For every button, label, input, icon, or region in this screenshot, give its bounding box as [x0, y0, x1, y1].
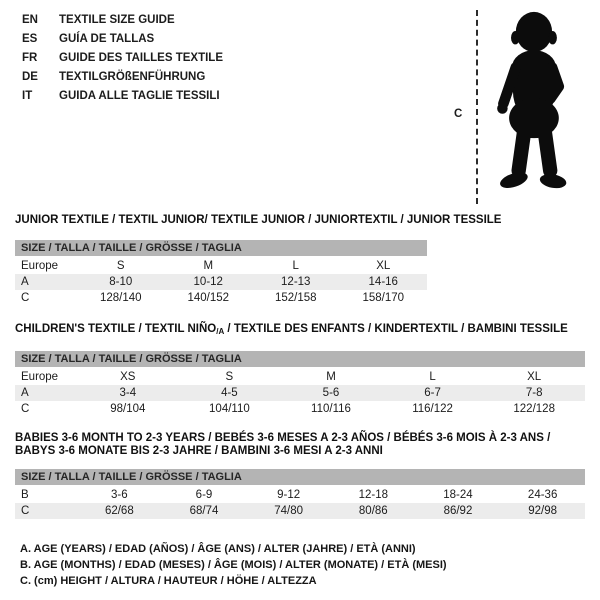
language-row-es	[22, 30, 223, 49]
size-cell: 86/92	[416, 503, 501, 519]
junior-size-table	[15, 240, 427, 306]
size-header-row	[15, 469, 585, 486]
size-cell: 10-12	[165, 274, 253, 290]
size-cell: 5-6	[280, 385, 382, 401]
size-cell: 24-36	[527, 489, 558, 501]
row-label: C	[21, 292, 30, 304]
size-cell: 122/128	[513, 403, 555, 415]
size-cell: 8-10	[77, 274, 165, 290]
size-cell: XL	[527, 371, 542, 383]
header-section	[0, 0, 600, 205]
children-section	[15, 323, 585, 417]
size-cell: 68/74	[162, 503, 247, 519]
row-label: C	[15, 503, 77, 519]
row-label: Europe	[21, 371, 59, 383]
language-row-it	[22, 87, 223, 106]
height-measure-line	[476, 10, 478, 204]
row-label: A	[15, 385, 77, 401]
table-row-age	[15, 274, 427, 290]
table-row-europe	[15, 257, 427, 274]
size-cell: 74/80	[246, 503, 331, 519]
row-label: A	[15, 274, 77, 290]
legend-age-years: A. AGE (YEARS) / EDAD (AÑOS) / ÂGE (ANS) / ALTER (JAHRE) / ETÀ (ANNI)	[20, 543, 416, 555]
baby-silhouette-image	[484, 10, 582, 206]
row-label: C	[21, 403, 30, 415]
size-cell: 4-5	[179, 385, 281, 401]
size-cell: L	[429, 371, 436, 383]
table-row-height	[15, 290, 427, 306]
size-cell: XL	[376, 260, 391, 272]
size-cell: 128/140	[99, 292, 142, 304]
height-measure-label: C	[454, 108, 463, 120]
language-code: DE	[22, 71, 38, 83]
size-cell: 3-4	[77, 385, 179, 401]
legend	[20, 541, 585, 589]
guide-title-it: GUIDA ALLE TAGLIE TESSILI	[59, 90, 220, 102]
children-section-title	[15, 323, 585, 338]
language-title-list	[22, 11, 223, 106]
size-cell: 62/68	[77, 503, 162, 519]
language-row-de	[22, 68, 223, 87]
language-code: IT	[22, 90, 33, 102]
size-cell: XS	[120, 371, 136, 383]
size-cell: S	[116, 260, 125, 272]
language-code: EN	[22, 14, 38, 26]
table-row-age	[15, 385, 585, 401]
size-cell: 6-9	[195, 489, 213, 501]
language-row-fr	[22, 49, 223, 68]
babies-size-table	[15, 469, 585, 519]
size-cell: 116/122	[412, 403, 453, 415]
table-row-europe	[15, 368, 585, 385]
title-line-2: BABYS 3-6 MONATE BIS 2-3 JAHRE / BAMBINI 3-6 MESI A 2-3 ANNI	[15, 445, 383, 457]
title-part: / TEXTILE DES ENFANTS / KINDERTEXTIL / BAMBINI TESSILE	[224, 323, 568, 335]
junior-section	[15, 214, 585, 306]
language-code: ES	[22, 33, 38, 45]
guide-title-en: TEXTILE SIZE GUIDE	[59, 14, 175, 26]
size-cell: 12-13	[252, 274, 340, 290]
language-code: FR	[22, 52, 38, 64]
size-cell: 9-12	[277, 489, 301, 501]
guide-title-es: GUÍA DE TALLAS	[59, 33, 155, 45]
legend-height: C. (cm) HEIGHT / ALTURA / HAUTEUR / HÖHE / ALTEZZA	[20, 575, 317, 587]
size-cell: 14-16	[340, 274, 428, 290]
guide-title-de: TEXTILGRÖßENFÜHRUNG	[59, 71, 206, 83]
size-cell: 6-7	[382, 385, 484, 401]
size-cell: 152/158	[274, 292, 317, 304]
size-header: SIZE / TALLA / TAILLE / GRÖSSE / TAGLIA	[15, 351, 585, 368]
size-cell: 3-6	[111, 489, 128, 501]
size-header-row	[15, 351, 585, 368]
title-line-1: BABIES 3-6 MONTH TO 2-3 YEARS / BEBÉS 3-6 MESES A 2-3 AÑOS / BÉBÉS 3-6 MOIS À 2-3 ANS /	[15, 432, 551, 444]
title-part: CHILDREN'S TEXTILE / TEXTIL NIÑO	[15, 323, 217, 335]
guide-title-fr: GUIDE DES TAILLES TEXTILE	[59, 52, 223, 64]
size-cell: 98/104	[110, 403, 146, 415]
table-row-height	[15, 503, 585, 519]
size-cell: 158/170	[362, 292, 405, 304]
size-header: SIZE / TALLA / TAILLE / GRÖSSE / TAGLIA	[15, 240, 427, 257]
size-cell: M	[326, 371, 336, 383]
size-header: SIZE / TALLA / TAILLE / GRÖSSE / TAGLIA	[15, 469, 585, 486]
size-cell: 7-8	[483, 385, 585, 401]
table-row-height	[15, 401, 585, 417]
babies-section-title	[15, 432, 585, 458]
row-label: Europe	[21, 260, 59, 272]
size-cell: 110/116	[311, 403, 351, 415]
size-cell: 80/86	[331, 503, 416, 519]
row-label: B	[21, 489, 29, 501]
table-row-months	[15, 486, 585, 503]
size-cell: L	[292, 260, 299, 272]
children-size-table	[15, 351, 585, 417]
size-cell: M	[203, 260, 214, 272]
height-figure	[448, 8, 590, 206]
legend-age-months: B. AGE (MONTHS) / EDAD (MESES) / ÂGE (MOIS) / ALTER (MONATE) / ETÀ (MESI)	[20, 559, 447, 571]
language-row-en	[22, 11, 223, 30]
size-cell: 18-24	[443, 489, 473, 501]
size-cell: 140/152	[187, 292, 230, 304]
size-cell: 92/98	[500, 503, 585, 519]
size-cell: 12-18	[358, 489, 388, 501]
size-header-row	[15, 240, 427, 257]
size-cell: S	[225, 371, 234, 383]
title-subscript: /A	[216, 327, 225, 336]
junior-section-title: JUNIOR TEXTILE / TEXTIL JUNIOR/ TEXTILE JUNIOR / JUNIORTEXTIL / JUNIOR TESSILE	[15, 214, 502, 226]
size-cell: 104/110	[209, 403, 250, 415]
babies-section	[15, 432, 585, 519]
